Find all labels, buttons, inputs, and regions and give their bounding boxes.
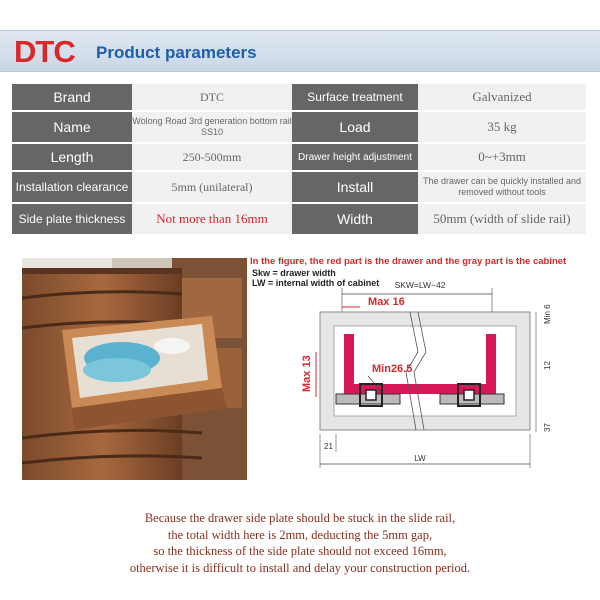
param-value: 50mm (width of slide rail) <box>418 204 586 234</box>
param-label: Install <box>292 172 418 202</box>
table-row <box>12 144 586 170</box>
lw-label: LW <box>414 454 426 463</box>
param-label: Load <box>292 112 418 142</box>
param-value: The drawer can be quickly installed and removed without tools <box>418 172 586 202</box>
param-label: Brand <box>12 84 132 110</box>
param-value: 0~+3mm <box>418 144 586 170</box>
legend-skw: Skw = drawer width <box>252 268 336 278</box>
param-label: Surface treatment <box>292 84 418 110</box>
table-row <box>12 204 586 234</box>
min265-label: Min26.5 <box>372 363 413 375</box>
legend-lw: LW = internal width of cabinet <box>252 278 380 288</box>
param-value: 35 kg <box>418 112 586 142</box>
param-label: Installation clearance <box>12 172 132 202</box>
drawer-photo-illustration <box>22 258 247 480</box>
note-line: otherwise it is difficult to install and delay your construction period. <box>129 560 471 575</box>
param-label: Name <box>12 112 132 142</box>
table-row <box>12 112 586 142</box>
param-value: 250-500mm <box>132 144 292 170</box>
d12-label: 12 <box>543 361 552 370</box>
max13-label: Max 13 <box>301 355 313 392</box>
param-value: Wolong Road 3rd generation bottom rail SS10 <box>132 112 292 142</box>
param-label: Drawer height adjustment <box>292 144 418 170</box>
cross-section-diagram <box>250 272 590 482</box>
param-label: Length <box>12 144 132 170</box>
param-label: Side plate thickness <box>12 204 132 234</box>
d21-label: 21 <box>324 442 333 451</box>
parameter-table <box>12 82 586 236</box>
note-line: Because the drawer side plate should be stuck in the slide rail, <box>144 511 456 525</box>
page-title: Product parameters <box>96 43 257 62</box>
diagram-caption: In the figure, the red part is the drawer and the gray part is the cabinet <box>250 256 567 267</box>
param-value: Galvanized <box>418 84 586 110</box>
brand-logo: DTC <box>14 34 75 69</box>
d37-label: 37 <box>543 423 552 432</box>
table-row <box>12 84 586 110</box>
skw-label: SKW=LW−42 <box>394 280 446 290</box>
header-bar <box>0 30 600 72</box>
installation-note <box>0 510 600 576</box>
param-label: Width <box>292 204 418 234</box>
product-photo <box>22 258 247 480</box>
note-line: the total width here is 2mm, deducting the 5mm gap, <box>167 527 433 542</box>
min6-label: Min 6 <box>543 304 552 324</box>
max16-label: Max 16 <box>368 296 405 308</box>
param-value: 5mm (unilateral) <box>132 172 292 202</box>
note-line: so the thickness of the side plate should not exceed 16mm, <box>153 544 447 558</box>
table-row <box>12 172 586 202</box>
param-value: DTC <box>132 84 292 110</box>
param-value: Not more than 16mm <box>132 204 292 234</box>
